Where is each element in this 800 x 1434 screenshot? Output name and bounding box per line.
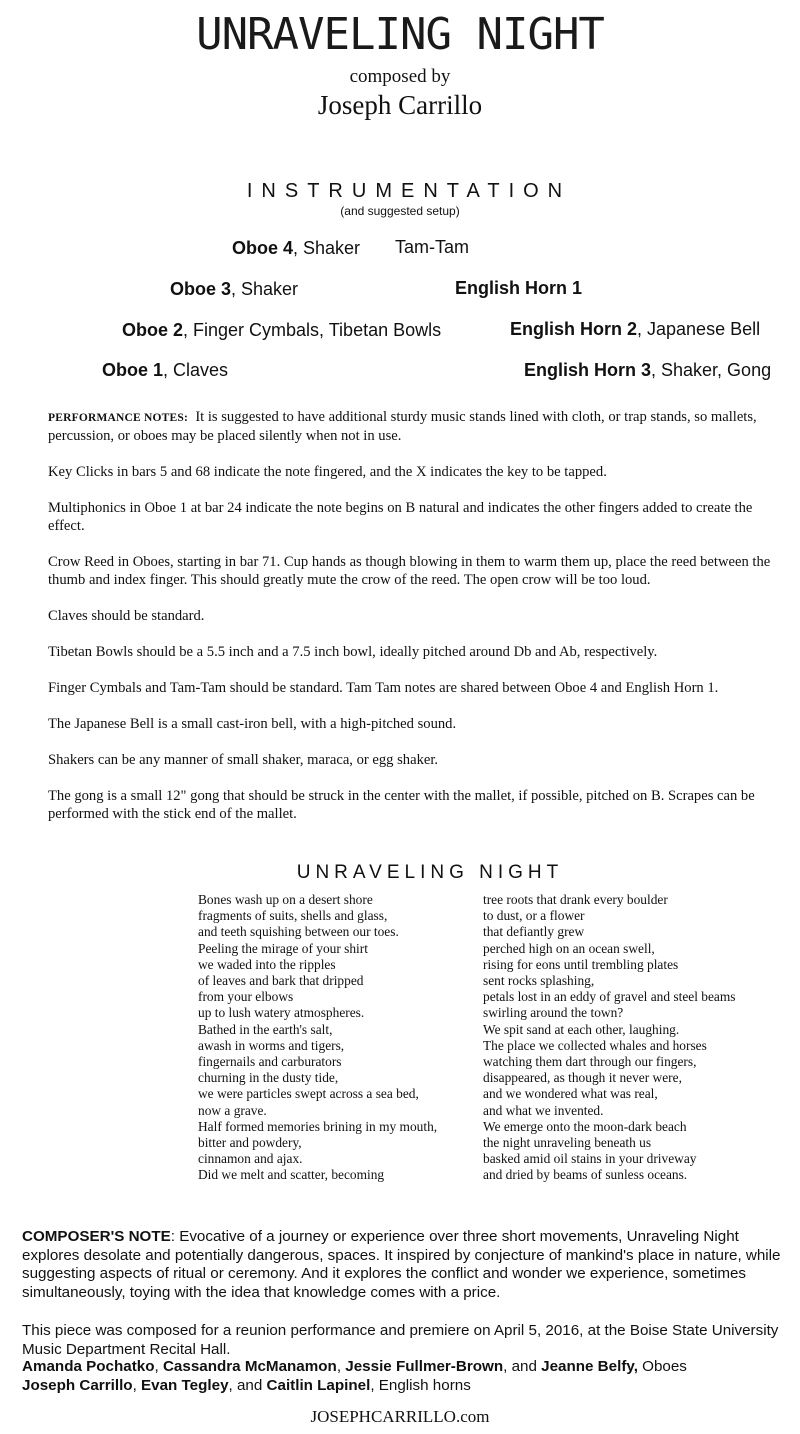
poem-line: and dried by beams of sunless oceans.	[483, 1167, 688, 1183]
oboe-3-setup	[170, 277, 298, 301]
poem-line: that defiantly grew	[483, 924, 585, 940]
english-horn-2-setup	[510, 317, 760, 341]
performance-note: Key Clicks in bars 5 and 68 indicate the note fingered, and the X indicates the key to be tapped.	[48, 464, 607, 480]
performance-notes	[48, 408, 772, 841]
oboe-3-extra: , Shaker	[231, 279, 299, 299]
composers-note-text: : Evocative of a journey or experience over three short movements, Unraveling Night explores desolate and potentially dangerous, spaces. It inspired by conjecture of mankind's place in nature, while suggesting aspects of ritual or ceremony. And it explores the conflict and wonder we experience, sometimes simultaneously, toying with the idea that knowledge comes with a price.	[22, 1228, 781, 1301]
poem-line: We emerge onto the moon-dark beach	[483, 1118, 687, 1134]
performer-role: Oboes	[637, 1358, 687, 1375]
poem-line: and what we invented.	[483, 1102, 604, 1118]
performance-notes-intro-text: It is suggested to have additional sturdy music stands lined with cloth, or trap stands, so mallets, percussion, or oboes may be placed silently when not in use.	[48, 409, 757, 444]
separator: , and	[228, 1377, 267, 1394]
performance-notes-intro	[48, 408, 772, 445]
poem-line: and we wondered what was real,	[483, 1086, 658, 1102]
oboe-4-setup	[232, 236, 360, 260]
oboe-1-label: Oboe 1	[102, 360, 164, 380]
composed-by-label: composed by	[349, 66, 451, 87]
poem-title: UNRAVELING NIGHT	[296, 862, 564, 883]
oboe-2-label: Oboe 2	[122, 320, 184, 340]
poem-line: to dust, or a flower	[483, 908, 585, 924]
website-link[interactable]: JOSEPHCARRILLO.com	[310, 1407, 490, 1426]
poem-line: we waded into the ripples	[198, 956, 336, 972]
poem-line: up to lush watery atmospheres.	[198, 1005, 365, 1021]
english-horn-3-extra: , Shaker, Gong	[651, 360, 772, 380]
performer-name: Caitlin Lapinel	[266, 1377, 371, 1394]
poem-line: disappeared, as though it never were,	[483, 1070, 682, 1086]
poem-line: rising for eons until trembling plates	[483, 956, 679, 972]
poem-line: fingernails and carburators	[198, 1054, 342, 1070]
poem-line: from your elbows	[198, 989, 294, 1005]
performer-name: Jessie Fullmer-Brown	[345, 1358, 504, 1375]
english-horn-1-setup	[455, 276, 582, 300]
poem-line: we were particles swept across a sea bed,	[198, 1086, 419, 1102]
performance-note: Finger Cymbals and Tam-Tam should be standard. Tam Tam notes are shared between Oboe 4 and English Horn 1.	[48, 680, 719, 696]
performance-note: The gong is a small 12" gong that should be struck in the center with the mallet, if possible, pitched on B. Scrapes can be performed with the stick end of the mallet.	[48, 788, 755, 822]
oboe-3-label: Oboe 3	[170, 279, 232, 299]
poem-line: perched high on an ocean swell,	[483, 940, 655, 956]
oboe-2-setup	[122, 318, 441, 342]
poem-line: Did we melt and scatter, becoming	[198, 1167, 385, 1183]
instrumentation-heading: INSTRUMENTATION	[246, 180, 572, 202]
performer-name: Evan Tegley	[141, 1377, 229, 1394]
poem-line: swirling around the town?	[483, 1005, 624, 1021]
oboe-4-extra: , Shaker	[293, 238, 361, 258]
performance-note: Shakers can be any manner of small shaker, maraca, or egg shaker.	[48, 752, 439, 768]
poem-line: petals lost in an eddy of gravel and steel beams	[483, 989, 736, 1005]
english-horn-performers	[22, 1377, 471, 1396]
oboe-2-extra: , Finger Cymbals, Tibetan Bowls	[183, 320, 442, 340]
performer-name: Jeanne Belfy,	[541, 1358, 638, 1375]
oboe-performers	[22, 1358, 687, 1377]
premiere-info: This piece was composed for a reunion performance and premiere on April 5, 2016, at the Boise State University Music Department Recital Hall.	[22, 1322, 779, 1358]
poem-line: and teeth squishing between our toes.	[198, 924, 399, 940]
performance-notes-label: PERFORMANCE NOTES:	[48, 412, 189, 424]
performance-note: Crow Reed in Oboes, starting in bar 71. Cup hands as though blowing in them to warm them up, place the reed between the thumb and index finger. This should greatly mute the crow of the reed. The open crow will be too loud.	[48, 554, 771, 588]
performer-name: Joseph Carrillo	[22, 1377, 133, 1394]
oboe-1-extra: , Claves	[163, 360, 229, 380]
instrumentation-subheading: (and suggested setup)	[340, 204, 460, 218]
poem-line: now a grave.	[198, 1102, 267, 1118]
separator: , and	[503, 1358, 542, 1375]
performance-note: The Japanese Bell is a small cast-iron bell, with a high-pitched sound.	[48, 716, 457, 732]
oboe-4-label: Oboe 4	[232, 238, 294, 258]
poem-line: Half formed memories brining in my mouth,	[198, 1118, 438, 1134]
performer-name: Amanda Pochatko	[22, 1358, 155, 1375]
poem-line: Bones wash up on a desert shore	[198, 892, 373, 907]
tam-tam-setup: Tam-Tam	[395, 237, 470, 257]
poem-line: fragments of suits, shells and glass,	[198, 908, 388, 924]
poem-line: cinnamon and ajax.	[198, 1151, 303, 1167]
composers-note	[22, 1228, 792, 1302]
composers-note-label: COMPOSER'S NOTE	[22, 1228, 171, 1245]
poem-column-right	[483, 892, 736, 1184]
english-horn-2-label: English Horn 2	[510, 319, 638, 339]
poem-line: watching them dart through our fingers,	[483, 1054, 697, 1070]
english-horn-1-label: English Horn 1	[455, 278, 583, 298]
poem-line: awash in worms and tigers,	[198, 1037, 345, 1053]
performance-note: Tibetan Bowls should be a 5.5 inch and a 7.5 inch bowl, ideally pitched around Db and Ab, respectively.	[48, 644, 658, 660]
poem-line: bitter and powdery,	[198, 1135, 302, 1151]
poem-line: tree roots that drank every boulder	[483, 892, 668, 907]
poem-line: the night unraveling beneath us	[483, 1135, 652, 1151]
poem-line: The place we collected whales and horses	[483, 1037, 707, 1053]
english-horn-2-extra: , Japanese Bell	[637, 319, 761, 339]
poem-line: of leaves and bark that dripped	[198, 973, 364, 989]
separator: ,	[132, 1377, 142, 1394]
poem-line: We spit sand at each other, laughing.	[483, 1021, 680, 1037]
page-title: UNRAVELING NIGHT	[196, 9, 604, 60]
performer-name: Cassandra McManamon	[162, 1358, 337, 1375]
separator: ,	[154, 1358, 163, 1375]
poem-column-left	[198, 892, 437, 1184]
poem-line: Bathed in the earth's salt,	[198, 1021, 333, 1037]
separator: ,	[336, 1358, 346, 1375]
poem-line: basked amid oil stains in your driveway	[483, 1151, 697, 1167]
poem-line: sent rocks splashing,	[483, 973, 595, 989]
composer-name: Joseph Carrillo	[317, 90, 483, 120]
oboe-1-setup	[102, 358, 228, 382]
poem-line: churning in the dusty tide,	[198, 1070, 339, 1086]
poem-line: Peeling the mirage of your shirt	[198, 940, 368, 956]
english-horn-3-setup	[524, 358, 771, 382]
english-horn-3-label: English Horn 3	[524, 360, 652, 380]
performer-role: , English horns	[370, 1377, 471, 1394]
performance-note: Claves should be standard.	[48, 608, 205, 624]
performance-note: Multiphonics in Oboe 1 at bar 24 indicate the note begins on B natural and indicates the other fingers added to create the effect.	[48, 500, 753, 534]
